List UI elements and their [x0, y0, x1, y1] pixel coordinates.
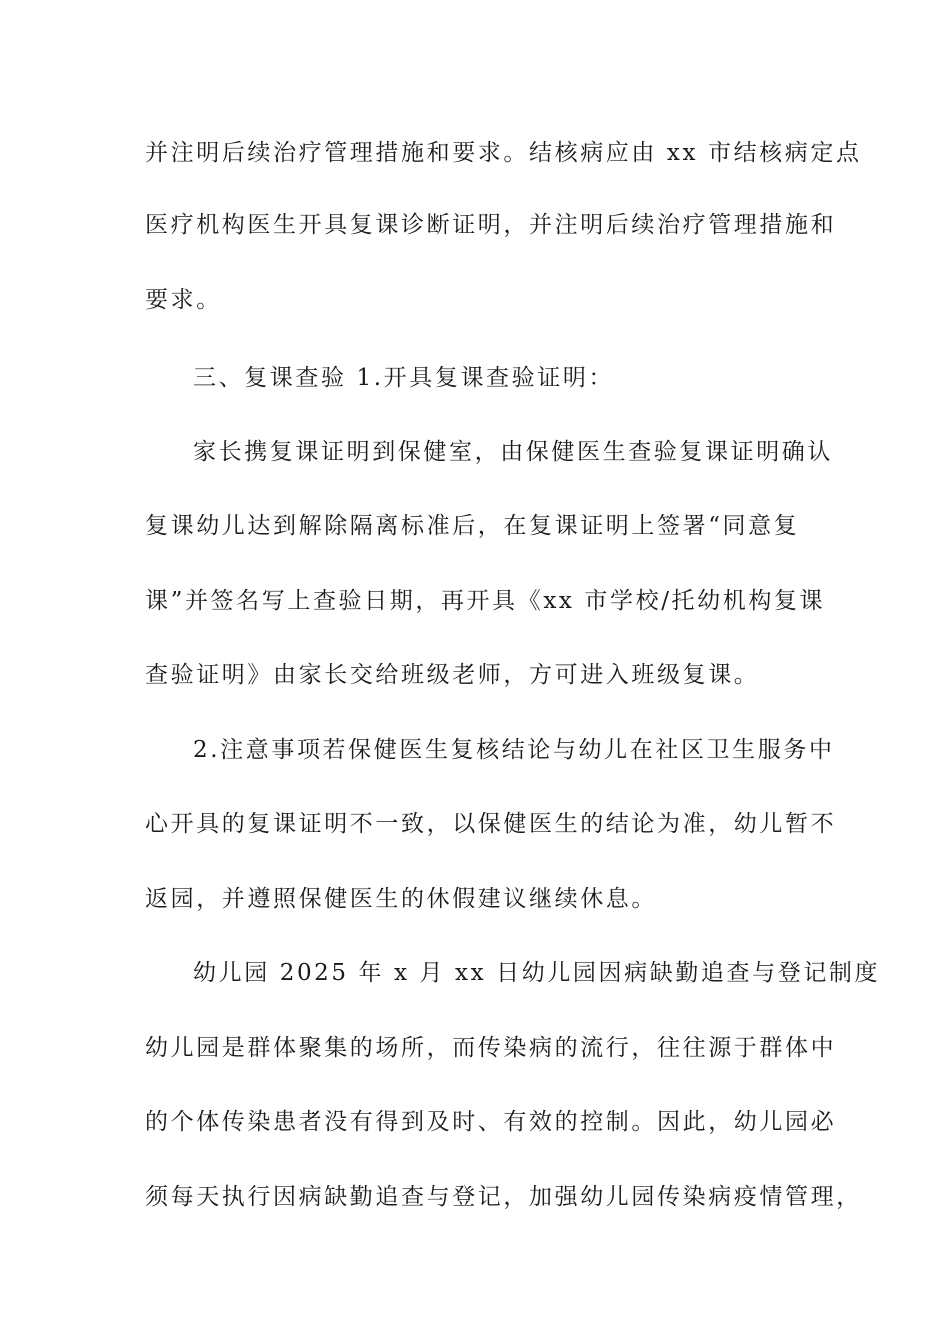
document-title-line: 幼儿园 2025 年 x 月 xx 日幼儿园因病缺勤追查与登记制度 — [193, 960, 881, 986]
paragraph-line: 医疗机构医生开具复课诊断证明，并注明后续治疗管理措施和 — [145, 212, 837, 238]
paragraph-line: 返园，并遵照保健医生的休假建议继续休息。 — [145, 886, 657, 912]
paragraph-line: 课”并签名写上查验日期，再开具《xx 市学校/托幼机构复课 — [145, 588, 826, 614]
paragraph-line: 须每天执行因病缺勤追查与登记，加强幼儿园传染病疫情管理， — [145, 1184, 862, 1210]
section-heading: 三、复课查验 1.开具复课查验证明： — [193, 365, 615, 391]
paragraph-line: 的个体传染患者没有得到及时、有效的控制。因此，幼儿园必 — [145, 1109, 837, 1135]
paragraph-line: 幼儿园是群体聚集的场所，而传染病的流行，往往源于群体中 — [145, 1035, 837, 1061]
paragraph-line: 复课幼儿达到解除隔离标准后，在复课证明上签署“同意复 — [145, 513, 800, 539]
paragraph-line: 家长携复课证明到保健室，由保健医生查验复课证明确认 — [193, 439, 833, 465]
paragraph-line: 查验证明》由家长交给班级老师，方可进入班级复课。 — [145, 662, 760, 688]
paragraph-line: 心开具的复课证明不一致，以保健医生的结论为准，幼儿暂不 — [145, 811, 837, 837]
paragraph-line: 2.注意事项若保健医生复核结论与幼儿在社区卫生服务中 — [193, 737, 835, 763]
paragraph-line: 并注明后续治疗管理措施和要求。结核病应由 xx 市结核病定点 — [145, 140, 862, 166]
paragraph-line: 要求。 — [145, 287, 222, 313]
